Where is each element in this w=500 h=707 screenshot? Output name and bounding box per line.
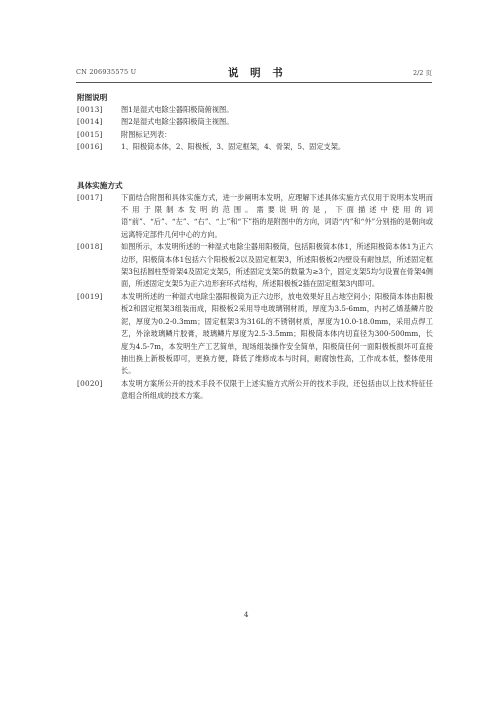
- section-spacer: [77, 154, 433, 176]
- paragraph: [77, 104, 433, 116]
- section-embodiments: [77, 179, 433, 403]
- paragraph-text: 本发明方案所公开的技术手段不仅限于上述实施方式所公开的技术手段，还包括由以上技术特征任意组合所组成的技术方案。: [121, 378, 433, 401]
- paragraph-text: 附图标记列表：: [121, 129, 172, 139]
- document-title: 说 明 书: [228, 67, 287, 79]
- paragraph-text: 1、阳极筒本体，2、阳极板，3、固定框架，4、骨架，5、固定支架。: [121, 142, 346, 152]
- paragraph: [77, 291, 433, 378]
- paragraph: [77, 129, 433, 141]
- paragraph-number: [0013]: [77, 105, 103, 114]
- section-figure-description: [77, 91, 433, 154]
- paragraph-text: 如图所示，本发明所述的一种湿式电除尘器用阳极筒，包括阳极筒本体1，所述阳极筒本体1为正六边形，阳极筒本体1包括六个阳极板2以及固定框架3，所述阳极板2内壁设有耐蚀层，所述固定框架3包括圆柱型骨架4及固定支架5，所述固定支架5的数量为≥3个，固定支架5均匀设置在骨架4侧面，所述固定支架5为正六边形套环式结构，所述阳极板2插在固定框架3内即可。: [121, 242, 433, 289]
- paragraph: [77, 116, 433, 128]
- paragraph: [77, 241, 433, 291]
- paragraph-number: [0020]: [77, 378, 103, 388]
- paragraph: [77, 378, 433, 403]
- paragraph-number: [0019]: [77, 291, 103, 301]
- paragraph: [77, 192, 433, 242]
- paragraph-number: [0018]: [77, 242, 103, 252]
- paragraph-text: 本发明所述的一种湿式电除尘器阳极筒为正六边形，放电效果好且占地空间小；阳极筒本体由阳极板2和固定框架3组装而成，阳极板2采用导电玻璃钢材质，厚度为3.5-6mm，内衬乙烯基鳞片胶泥，厚度为0.2-0.3mm；固定框架3为316L的不锈钢材质，厚度为10.0-18.0mm，采用点焊工艺，外涂玻璃鳞片胶膏，玻璃鳞片厚度为2.5-3.5mm；阳极筒本体内切直径为300-500mm，长度为4.5-7m，本发明生产工艺简单，现场组装操作安全简单，阳极筒任何一面阳极板损坏可直接抽出换上新极板即可，更换方便，降低了维修成本与时间，耐腐蚀性高，工作成本低，整体使用长。: [121, 291, 433, 376]
- page-number: 4: [244, 611, 249, 619]
- section-heading: 具体实施方式: [77, 180, 123, 190]
- document-body: [77, 88, 433, 403]
- paragraph-text: 下面结合附图和具体实施方式，进一步阐明本发明，应理解下述具体实施方式仅用于说明本发明而不用于限制本发明的范围。需要说明的是，下面描述中使用的词语“前”、“后”、“左”、“右”、“上”和“下”指的是附图中的方向，词语“内”和“外”分别指的是朝向或远离特定部件几何中心的方向。: [121, 192, 433, 239]
- page-header: [76, 66, 432, 80]
- header-divider: [76, 82, 432, 83]
- section-heading: 附图说明: [77, 93, 108, 102]
- paragraph-number: [0017]: [77, 192, 103, 202]
- paragraph-text: 图1是湿式电除尘器阳极筒俯视图。: [121, 105, 234, 114]
- document-number: CN 206935575 U: [76, 68, 137, 76]
- paragraph-text: 图2是湿式电除尘器阳极筒主视图。: [121, 117, 234, 127]
- paragraph-number: [0016]: [77, 142, 103, 152]
- page-count: 2/2 页: [412, 69, 432, 77]
- paragraph-number: [0014]: [77, 117, 103, 127]
- paragraph: [77, 141, 433, 153]
- paragraph-number: [0015]: [77, 129, 103, 139]
